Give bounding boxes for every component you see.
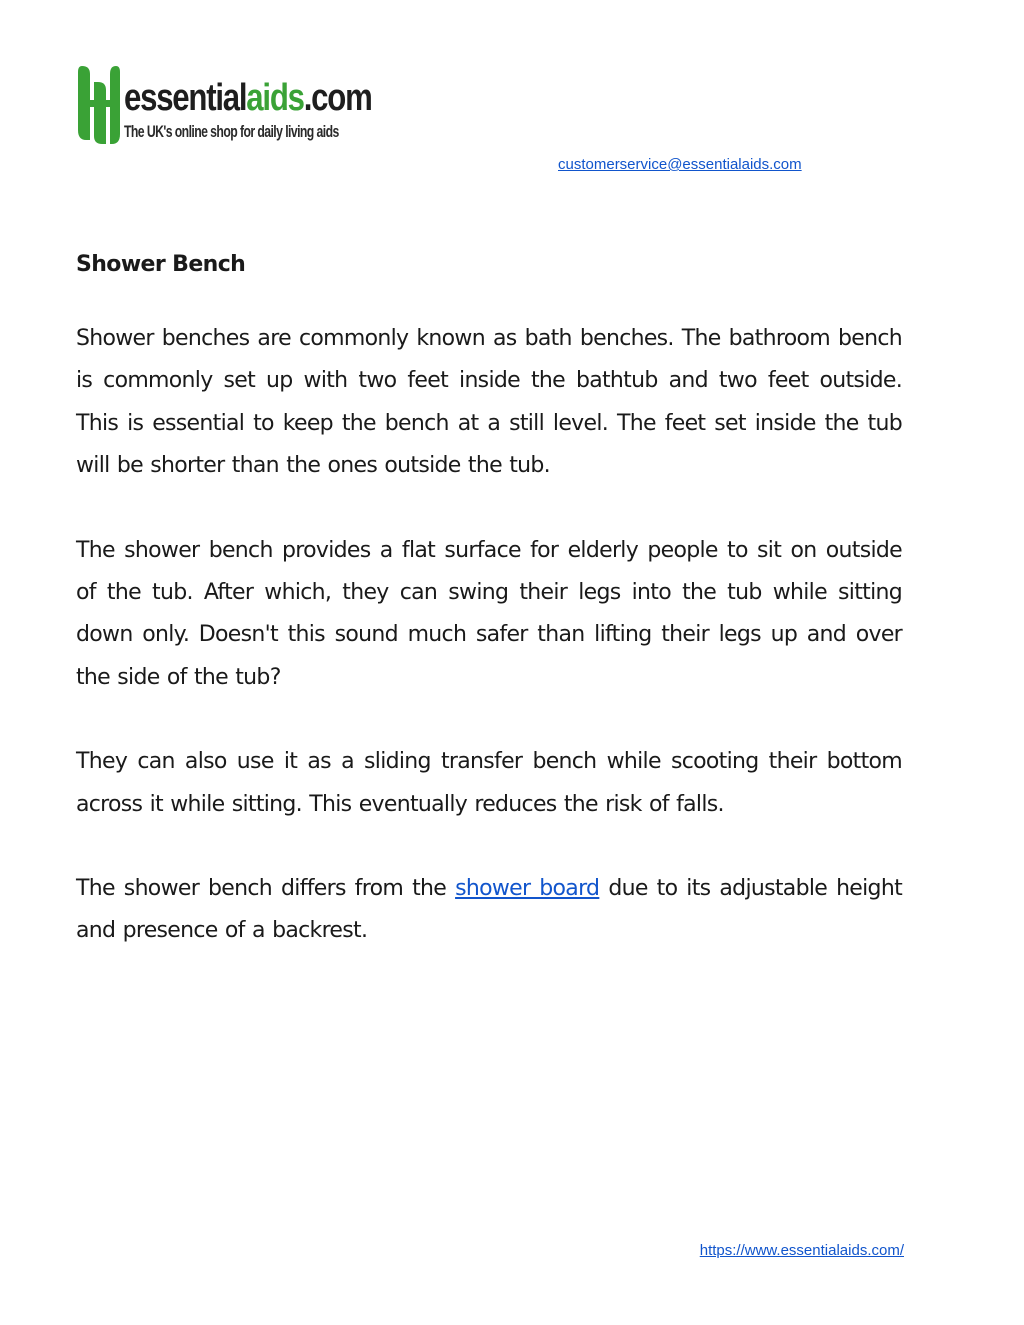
paragraph-4-after-link: due to its adjustable height and presence of a backrest.	[76, 876, 902, 944]
footer-website-link[interactable]: https://www.essentialaids.com/	[699, 1242, 904, 1259]
paragraph-4	[76, 868, 902, 953]
logo-mark-icon	[76, 60, 122, 150]
site-logo[interactable]	[76, 60, 372, 170]
article-body	[76, 318, 902, 995]
paragraph-1: Shower benches are commonly known as bath benches. The bathroom bench is commonly set up with two feet inside the bathtub and two feet outside. This is essential to keep the bench at a still level. The feet set inside the tub will be shorter than the ones outside the tub.	[76, 326, 902, 479]
page-title: Shower Bench	[76, 252, 246, 277]
paragraph-2: The shower bench provides a flat surface for elderly people to sit on outside of the tub. After which, they can swing their legs into the tub while sitting down only. Doesn't this sound much safer than lifting their legs up and over the side of the tub?	[76, 537, 902, 690]
logo-wordmark: essentialaids.com	[124, 77, 372, 119]
logo-tagline: The UK's online shop for daily living aids	[124, 122, 339, 141]
shower-board-link[interactable]: shower board	[455, 876, 600, 902]
paragraph-3: They can also use it as a sliding transfer bench while scooting their bottom across it while sitting. This eventually reduces the risk of falls.	[76, 749, 902, 817]
customer-service-email-link[interactable]: customerservice@essentialaids.com	[558, 156, 802, 173]
paragraph-4-before-link: The shower bench differs from the	[76, 876, 456, 902]
